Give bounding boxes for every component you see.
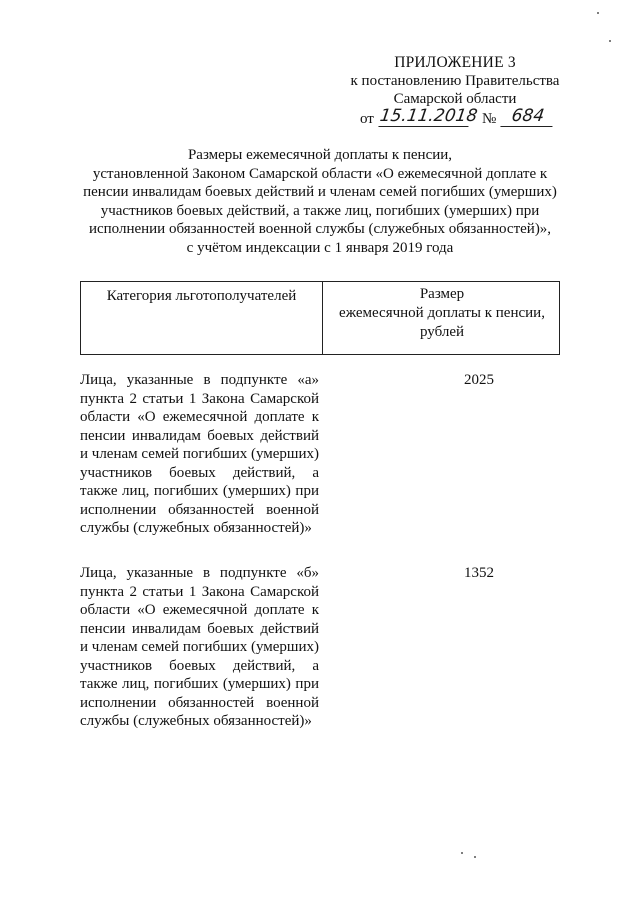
table-row (80, 371, 560, 538)
scan-speck (461, 852, 463, 854)
row-category: Лица, указанные в подпункте «б» пункта 2 статьи 1 Закона Самарской области «О ежемесячной доплате к пенсии инвалидам боевых действий и членам семей погибших (умерших) участников боевых действий, а также лиц, погибших (умерших) при исполнении обязанностей военной службы (служебных обязанностей)» (80, 565, 320, 729)
scan-speck (474, 856, 476, 858)
annex-resolution-line: к постановлению Правительства (350, 73, 560, 89)
heading-line: установленной Законом Самарской области «О ежемесячной доплате к (92, 165, 548, 182)
heading-line: Размеры ежемесячной доплаты к пенсии, (187, 147, 453, 163)
table-row (80, 564, 560, 731)
heading-line: с учётом индексации с 1 января 2019 года (186, 239, 454, 256)
row-amount: 1352 (464, 565, 494, 581)
resolution-date: 15.11.2018 (378, 106, 479, 126)
document-heading (70, 146, 570, 257)
scan-speck (597, 12, 599, 14)
header-amount-line: Размер (419, 286, 465, 302)
annex-region-line: Самарской области (393, 91, 517, 107)
header-amount-line: ежемесячной доплаты к пенсии, (339, 305, 545, 321)
heading-line: участников боевых действий, а также лиц, погибших (умерших) при (100, 202, 540, 219)
annex-block (340, 54, 570, 130)
heading-line: исполнении обязанностей военной службы (служебных обязанностей)», (88, 221, 552, 237)
heading-line: пенсии инвалидам боевых действий и членам семей погибших (умерших) (83, 184, 557, 200)
from-label: от (360, 111, 374, 127)
table-header (80, 281, 560, 355)
row-amount: 2025 (464, 372, 494, 388)
header-category: Категория льготополучателей (106, 288, 297, 304)
annex-title: ПРИЛОЖЕНИЕ 3 (394, 54, 516, 71)
annex-reference-line (340, 108, 570, 130)
scan-speck (609, 40, 611, 42)
number-label: № (482, 111, 497, 127)
header-amount-line: рублей (419, 324, 465, 340)
resolution-number: 684 (500, 104, 555, 127)
header-amount (323, 285, 561, 342)
row-category: Лица, указанные в подпункте «а» пункта 2 статьи 1 Закона Самарской области «О ежемесячной доплате к пенсии инвалидам боевых действий и членам семей погибших (умерших) участников боевых действий, а также лиц, погибших (умерших) при исполнении обязанностей военной службы (служебных обязанностей)» (80, 372, 320, 536)
